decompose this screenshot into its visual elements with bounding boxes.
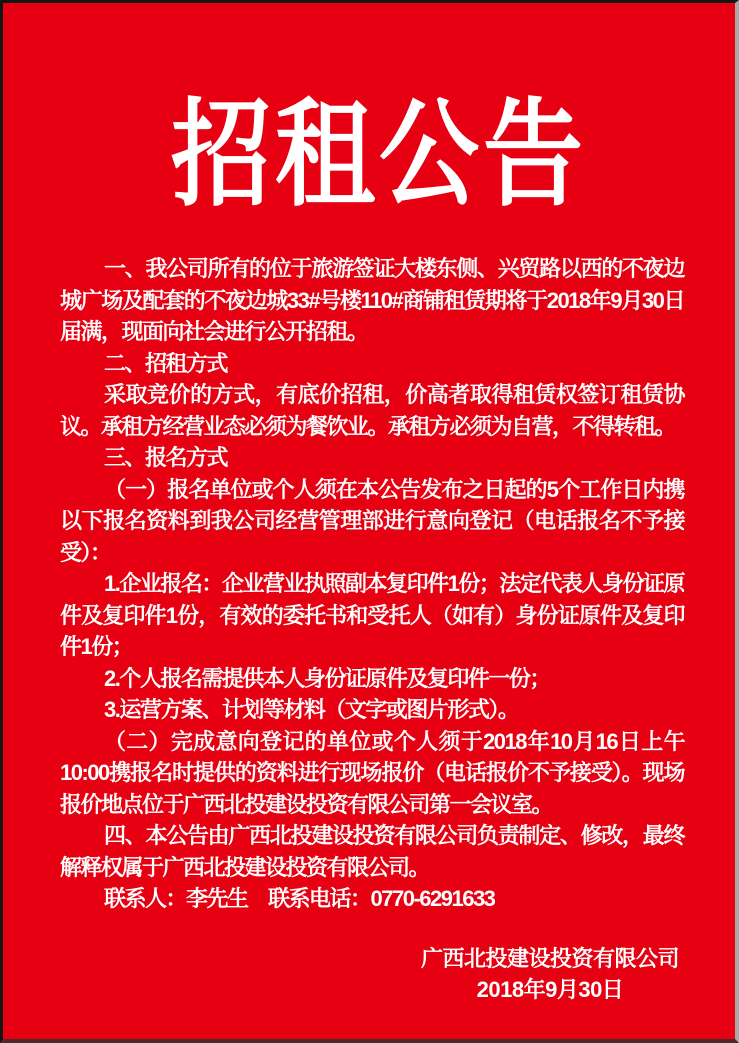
signature-inner bbox=[421, 943, 679, 1006]
poster-body bbox=[3, 253, 735, 915]
heading-rental-method: 二、招租方式 bbox=[104, 350, 228, 376]
paragraph-rental-method: 采取竞价的方式，有底价招租，价高者取得租赁权签订租赁协议。承租方经营业态必须为餐饮业。承租方必须为自营，不得转租。 bbox=[60, 382, 684, 439]
paragraph-operation-plan: 3.运营方案、计划等材料（文字或图片形式）。 bbox=[104, 697, 519, 722]
paragraph-individual-registration: 2.个人报名需提供本人身份证原件及复印件一份； bbox=[104, 665, 550, 691]
poster-title: 招租公告 bbox=[171, 91, 587, 220]
paragraph-onsite-bidding: （二）完成意向登记的单位或个人须于2018年10月16日上午10:00携报名时提供的资料进行现场报价（电话报价不予接受）。现场报价地点位于广西北投建设投资有限公司第一会议室。 bbox=[60, 728, 684, 817]
heading-registration-method: 三、报名方式 bbox=[104, 445, 228, 470]
paragraph-contact-info: 联系人：李先生 联系电话：0770-6291633 bbox=[104, 886, 495, 911]
paragraph-enterprise-registration: 1.企业报名：企业营业执照副本复印件1份；法定代表人身份证原件及复印件1份，有效的委托书和受托人（如有）身份证原件及复印件1份； bbox=[60, 571, 684, 659]
signature-block bbox=[3, 943, 735, 1006]
paragraph-registration-requirements: （一）报名单位或个人须在本公告发布之日起的5个工作日内携以下报名资料到我公司经营管理部进行意向登记（电话报名不予接受）： bbox=[60, 476, 684, 565]
paragraph-interpretation-rights: 四、本公告由广西北投建设投资有限公司负责制定、修改，最终解释权属于广西北投建设投资有限公司。 bbox=[60, 823, 684, 880]
paragraph-intro: 一、我公司所有的位于旅游签证大楼东侧、兴贸路以西的不夜边城广场及配套的不夜边城33#号楼110#商铺租赁期将于2018年9月30日届满，现面向社会进行公开招租。 bbox=[60, 256, 684, 344]
signature-company: 广西北投建设投资有限公司 bbox=[420, 945, 679, 971]
signature-date: 2018年9月30日 bbox=[476, 977, 624, 1002]
